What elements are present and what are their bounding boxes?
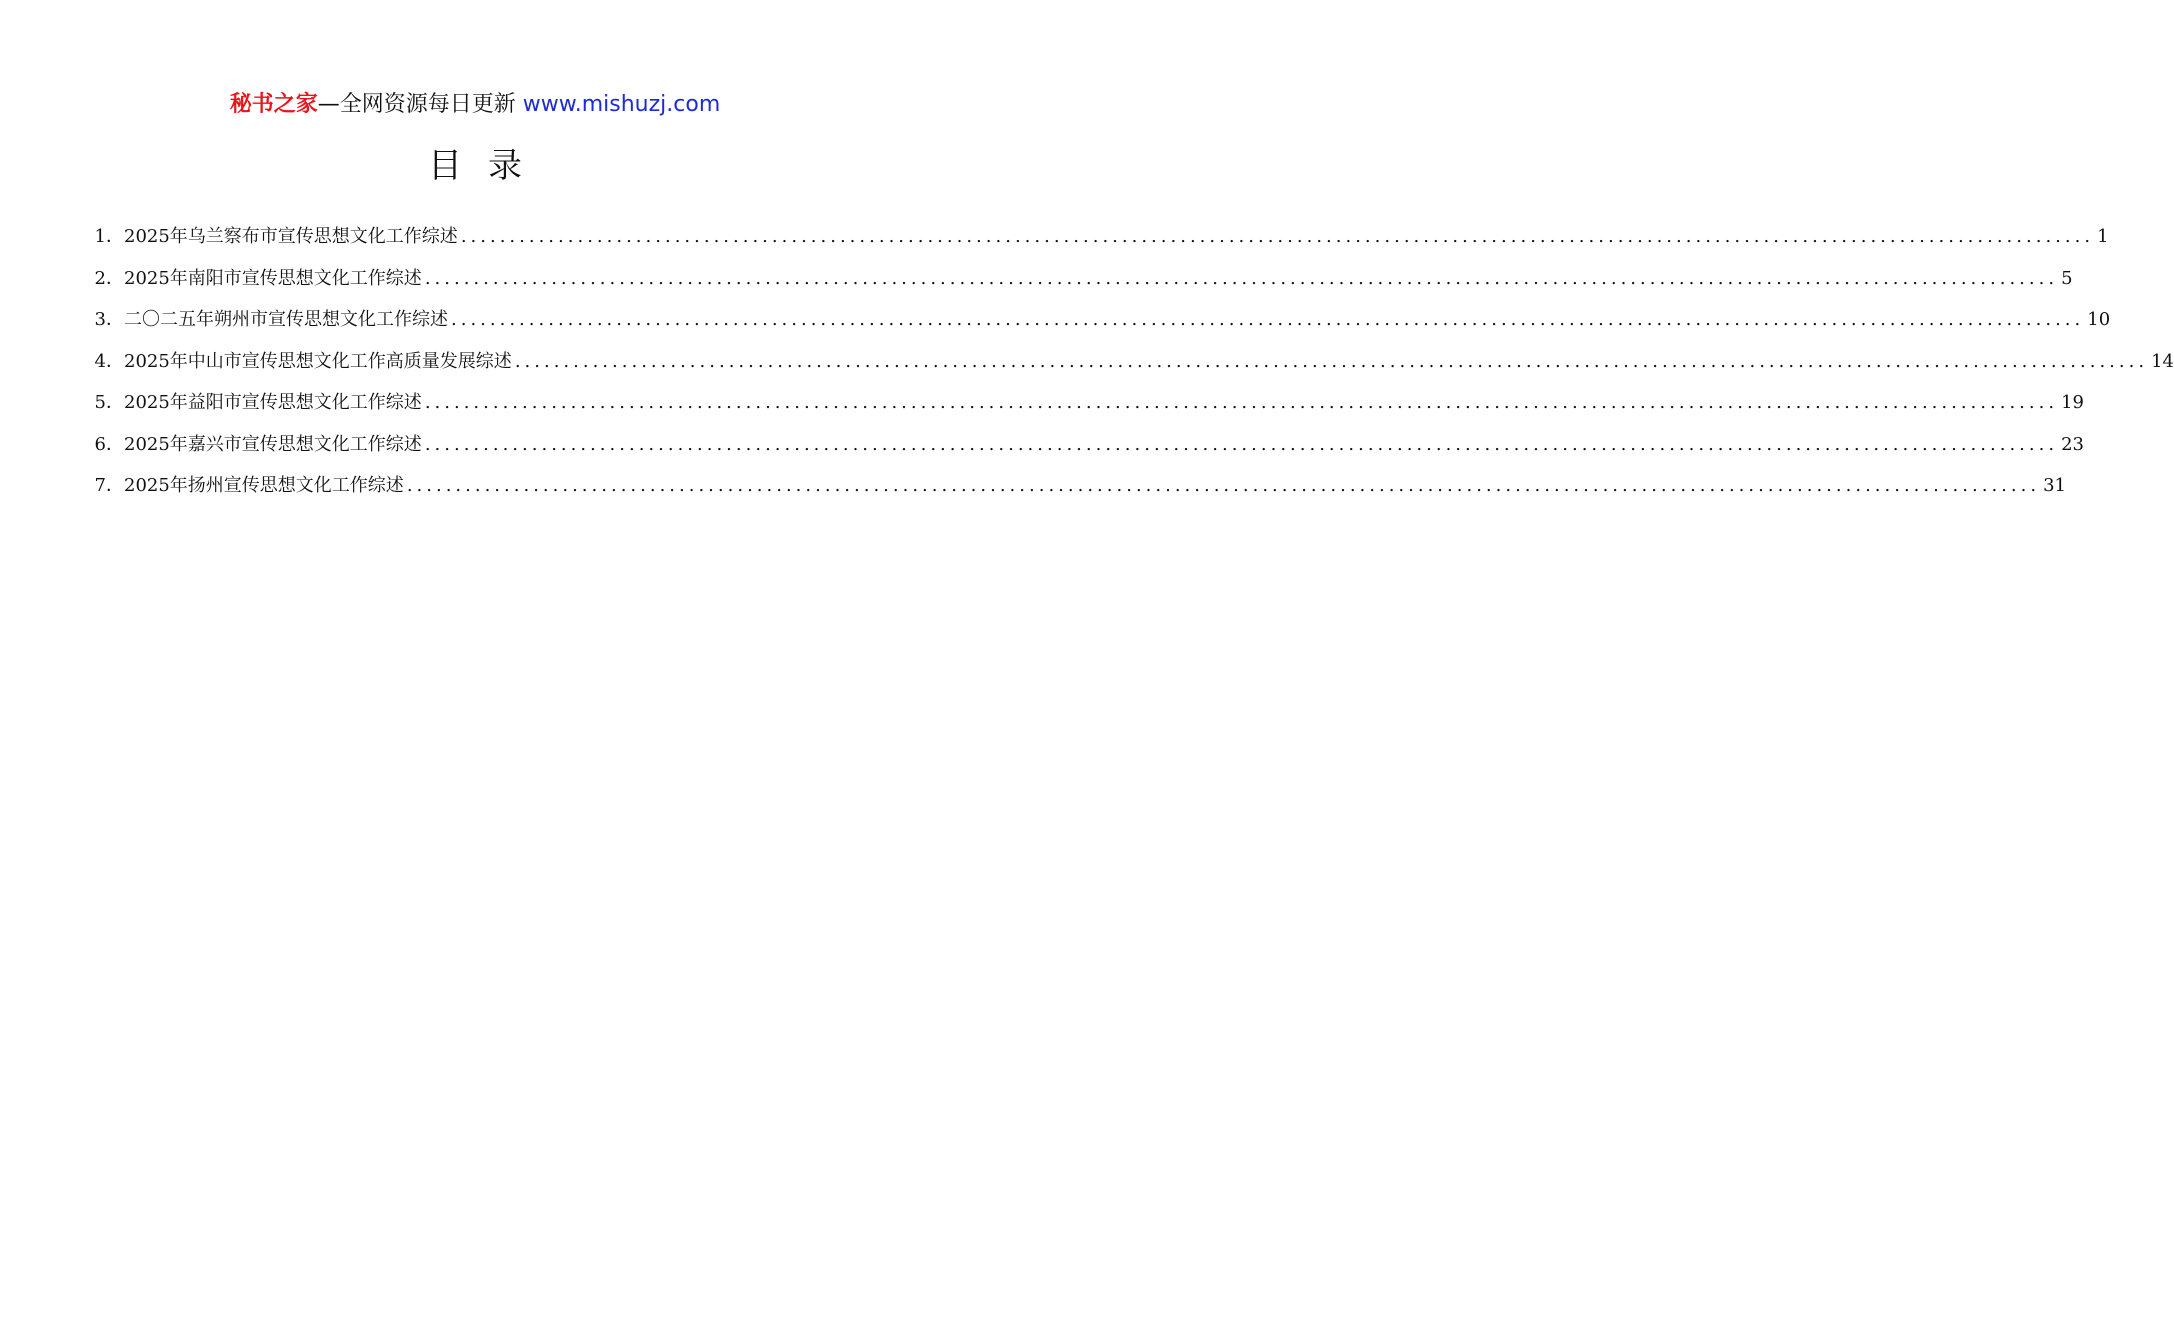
- toc-entry[interactable]: [88, 430, 2084, 472]
- banner-url[interactable]: www.mishuzj.com: [522, 92, 721, 117]
- toc-entry-number: 4．: [94, 350, 124, 372]
- toc-entry-page: 1: [2097, 226, 2109, 247]
- toc-entry-number: 3．: [94, 309, 124, 330]
- toc-entry[interactable]: [88, 471, 2066, 513]
- toc-entry-title: 2025年扬州宣传思想文化工作综述: [124, 475, 404, 496]
- header-banner: [0, 88, 950, 122]
- toc-entry-number: 7．: [94, 475, 124, 496]
- toc-entry-page: 5: [2061, 267, 2073, 289]
- toc-dot-leader: [451, 309, 2084, 330]
- toc-entry-number: 1．: [94, 226, 124, 247]
- toc-dot-leader: [425, 392, 2058, 413]
- toc-entry-title: 2025年南阳市宣传思想文化工作综述: [124, 267, 422, 289]
- toc-entry[interactable]: [88, 305, 2111, 347]
- toc-entry-page: 23: [2061, 433, 2084, 455]
- toc-entry-page: 14: [2151, 350, 2174, 372]
- table-of-contents: [88, 222, 2174, 513]
- toc-entry-title: 2025年嘉兴市宣传思想文化工作综述: [124, 433, 422, 455]
- toc-dot-leader: [425, 268, 2058, 289]
- toc-entry-number: 5．: [94, 392, 124, 413]
- page-title: 目录: [428, 146, 548, 186]
- toc-dot-leader: [425, 434, 2058, 455]
- toc-entry-page: 19: [2061, 392, 2084, 413]
- toc-entry-number: 6．: [94, 433, 124, 455]
- toc-entry[interactable]: [88, 347, 2174, 389]
- toc-entry[interactable]: [88, 388, 2084, 430]
- toc-entry-title: 二〇二五年朔州市宣传思想文化工作综述: [124, 309, 448, 330]
- toc-entry-title: 2025年中山市宣传思想文化工作高质量发展综述: [124, 350, 512, 372]
- toc-entry[interactable]: [88, 222, 2109, 264]
- toc-entry-number: 2．: [94, 267, 124, 289]
- toc-dot-leader: [407, 475, 2040, 496]
- toc-entry-page: 10: [2087, 309, 2111, 330]
- brand-name: 秘书之家: [229, 92, 318, 117]
- toc-entry[interactable]: [88, 264, 2073, 306]
- toc-entry-page: 31: [2043, 475, 2066, 496]
- toc-dot-leader: [461, 226, 2094, 247]
- banner-slogan: —全网资源每日更新: [317, 92, 523, 117]
- toc-entry-title: 2025年益阳市宣传思想文化工作综述: [124, 392, 422, 413]
- toc-entry-title: 2025年乌兰察布市宣传思想文化工作综述: [124, 226, 458, 247]
- toc-dot-leader: [515, 351, 2148, 372]
